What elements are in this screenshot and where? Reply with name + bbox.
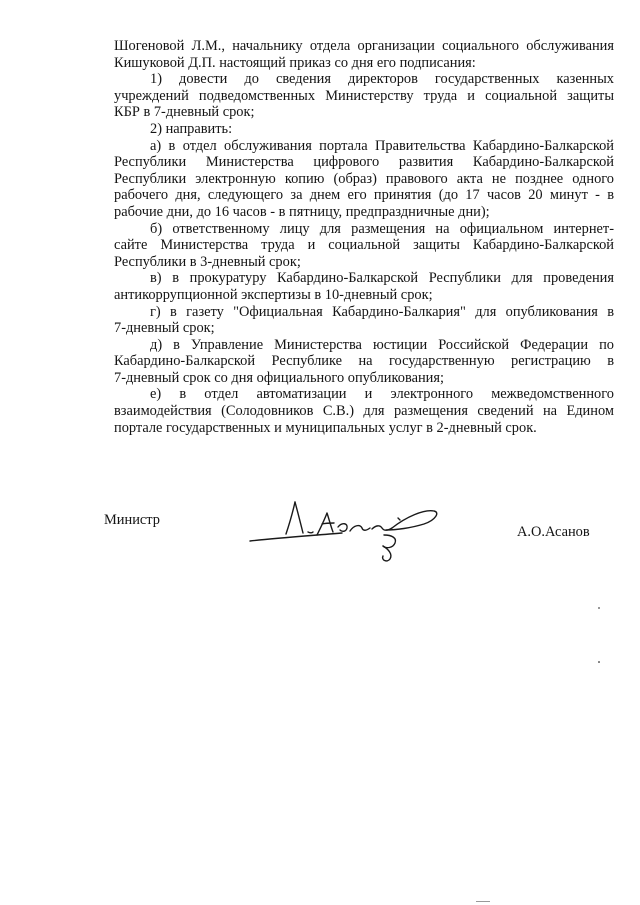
text-line: КБР в 7-дневный срок;	[114, 104, 255, 121]
scan-speck	[598, 661, 600, 663]
text-line: антикоррупционной экспертизы в 10-дневный срок;	[114, 286, 433, 303]
text-line: учреждений подведомственных Министерству труда и социальной защиты	[114, 87, 614, 104]
text-line: сайте Министерства труда и социальной защиты Кабардино-Балкарской	[114, 237, 614, 254]
text-line: 2) направить:	[150, 120, 233, 137]
text-line: 7-дневный срок со дня официального опубликования;	[114, 369, 444, 386]
signatory-role: Министр	[104, 512, 160, 528]
text-line: рабочего дня, следующего за днем его принятия (до 17 часов 20 минут - в	[114, 187, 614, 204]
signatory-name: А.О.Асанов	[517, 524, 590, 540]
text-line: 1) довести до сведения директоров государственных казенных	[150, 71, 614, 88]
text-line: г) в газету "Официальная Кабардино-Балкария" для опубликования в	[150, 303, 614, 320]
text-line: е) в отдел автоматизации и электронного межведомственного	[150, 386, 614, 403]
text-line: а) в отдел обслуживания портала Правительства Кабардино-Балкарской	[150, 137, 614, 154]
text-line: в) в прокуратуру Кабардино-Балкарской Республики для проведения	[150, 270, 614, 287]
text-line: Кишуковой Д.П. настоящий приказ со дня его подписания:	[114, 54, 476, 71]
text-line: 7-дневный срок;	[114, 320, 215, 337]
text-line: взаимодействия (Солодовников С.В.) для размещения сведений на Едином	[114, 403, 614, 420]
text-line: Республики Министерства цифрового развития Кабардино-Балкарской	[114, 154, 614, 171]
text-line: д) в Управление Министерства юстиции Российской Федерации по	[150, 336, 614, 353]
handwritten-signature	[246, 497, 446, 567]
text-line: б) ответственному лицу для размещения на официальном интернет-	[150, 220, 614, 237]
text-line: портале государственных и муниципальных услуг в 2-дневный срок.	[114, 419, 537, 436]
text-line: рабочие дни, до 16 часов - в пятницу, предпраздничные дни);	[114, 203, 490, 220]
text-line: Кабардино-Балкарской Республике на государственную регистрацию в	[114, 353, 614, 370]
text-line: Республики электронную копию (образ) правового акта не позднее одного	[114, 170, 614, 187]
order-body-text	[114, 38, 614, 436]
text-line: Республики в 3-дневный срок;	[114, 253, 301, 270]
scan-edge-mark	[476, 901, 490, 902]
text-line: Шогеновой Л.М., начальнику отдела организации социального обслуживания	[114, 38, 614, 54]
scan-speck	[598, 607, 600, 609]
